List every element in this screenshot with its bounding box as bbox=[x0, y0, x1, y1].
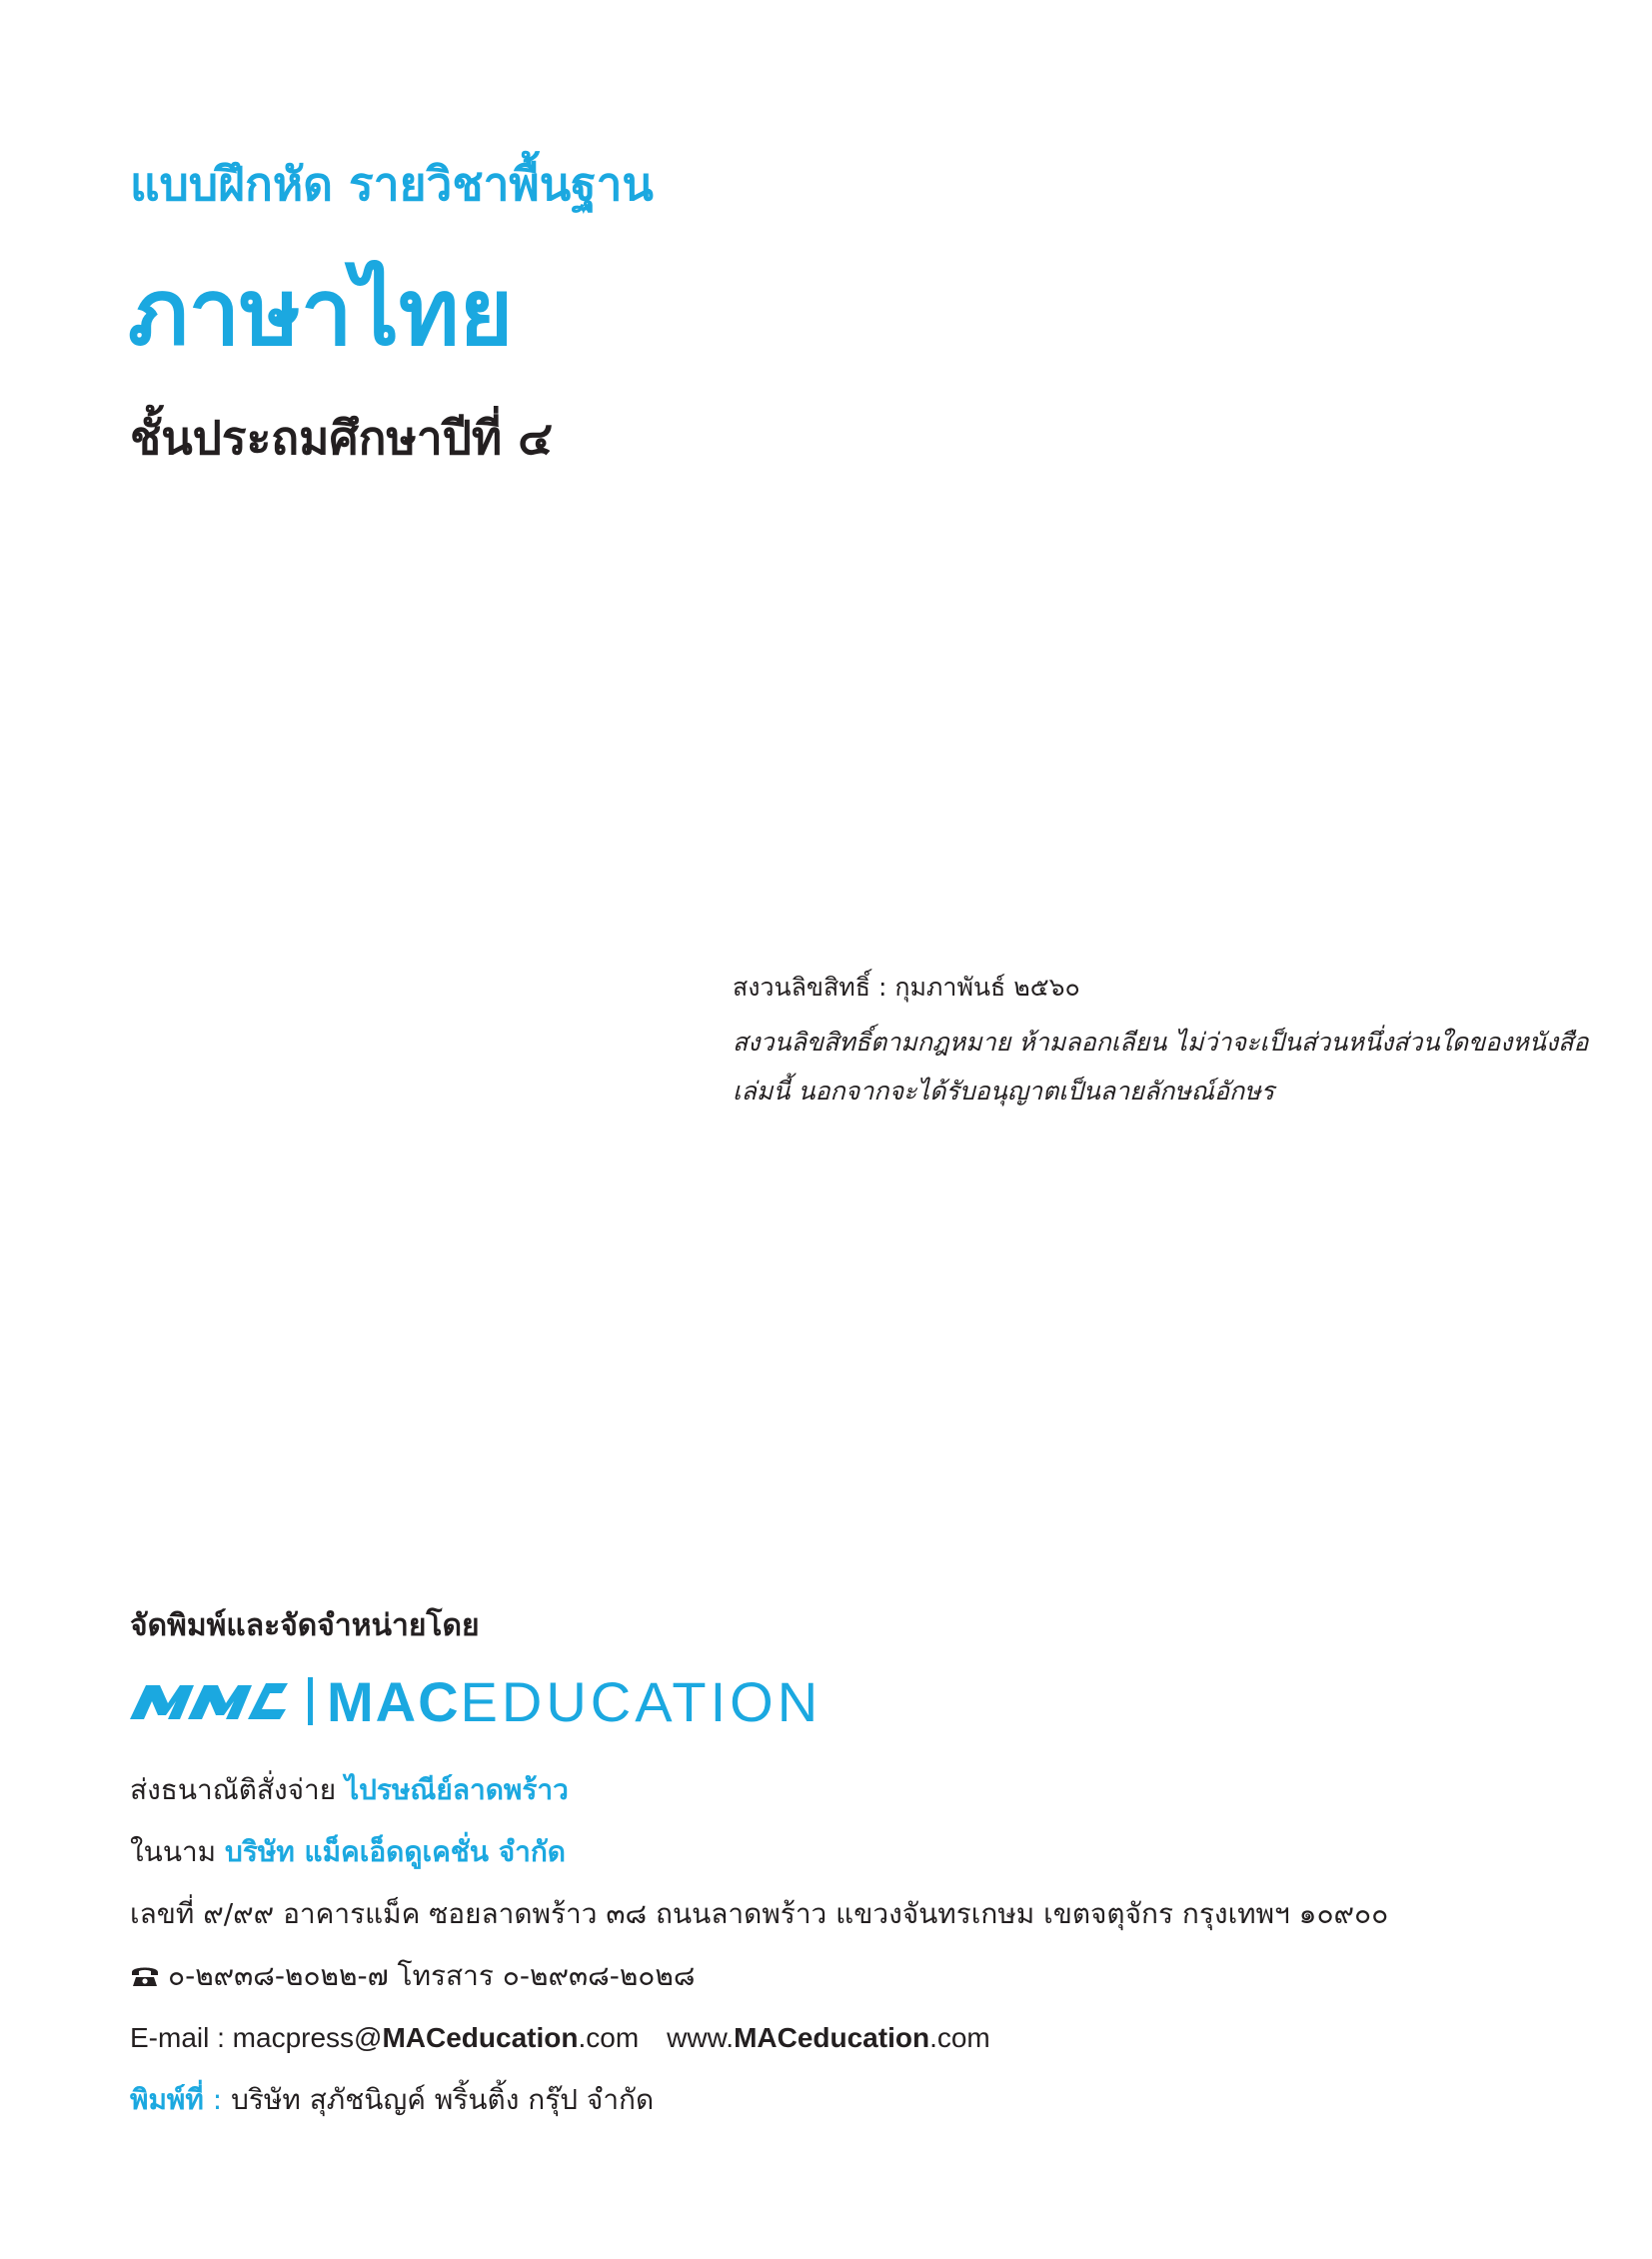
email-address[interactable]: E-mail : macpress@MACeducation.com bbox=[130, 2022, 640, 2053]
mac-education-logo bbox=[128, 1671, 822, 1731]
publisher-info bbox=[130, 1759, 1609, 2131]
subject-title: ภาษาไทย bbox=[128, 259, 514, 366]
copyright-notice-line2: เล่มนี้ นอกจากจะได้รับอนุญาตเป็นลายลักษณ์อักษร bbox=[733, 1077, 1275, 1106]
printer-colon: : bbox=[203, 2083, 232, 2116]
copyright-notice-line1: สงวนลิขสิทธิ์ตามกฎหมาย ห้ามลอกเลียน ไม่ว่าจะเป็นส่วนหนึ่งส่วนใดของหนังสือ bbox=[733, 1028, 1589, 1057]
address-line: เลขที่ ๙/๙๙ อาคารแม็ค ซอยลาดพร้าว ๓๘ ถนนลาดพร้าว แขวงจันทรเกษม เขตจตุจักร กรุงเทพฯ ๑๐๙๐๐ bbox=[130, 1897, 1389, 1930]
copyright-date: สงวนลิขสิทธิ์ : กุมภาพันธ์ ๒๕๖๐ bbox=[733, 973, 1080, 1002]
grade-level: ชั้นประถมศึกษาปีที่ ๔ bbox=[130, 411, 554, 465]
logo-text-mac: MAC bbox=[327, 1669, 461, 1733]
logo-divider bbox=[308, 1677, 313, 1725]
logo-text-education: EDUCATION bbox=[460, 1669, 823, 1733]
phone-line bbox=[130, 1945, 1609, 2007]
website-url[interactable]: www.MACeducation.com bbox=[667, 2022, 990, 2053]
phone-fax-numbers: ๐-๒๙๓๘-๒๐๒๒-๗ โทรสาร ๐-๒๙๓๘-๒๐๒๘ bbox=[168, 1959, 696, 1992]
payee-prefix: ในนาม bbox=[130, 1835, 217, 1868]
copyright-block bbox=[733, 968, 1612, 1116]
contact-web-line bbox=[130, 2007, 1609, 2069]
publisher-heading: จัดพิมพ์และจัดจำหน่ายโดย bbox=[130, 1608, 480, 1643]
telephone-icon bbox=[130, 1964, 160, 1988]
printer-name: บริษัท สุภัชนิญค์ พริ้นติ้ง กรุ๊ป จำกัด bbox=[231, 2083, 655, 2116]
printer-label: พิมพ์ที่ bbox=[130, 2083, 204, 2116]
payee-line bbox=[130, 1821, 1609, 1883]
money-order-prefix: ส่งธนาณัติสั่งจ่าย bbox=[130, 1773, 337, 1806]
payee-name: บริษัท แม็คเอ็ดดูเคชั่น จำกัด bbox=[225, 1835, 566, 1868]
money-order-post-office: ไปรษณีย์ลาดพร้าว bbox=[345, 1773, 569, 1806]
copyright-notice bbox=[733, 1018, 1612, 1116]
mac-logo-mark-icon bbox=[128, 1679, 290, 1723]
money-order-line bbox=[130, 1759, 1609, 1821]
printer-line bbox=[130, 2069, 1609, 2131]
series-title: แบบฝึกหัด รายวิชาพื้นฐาน bbox=[130, 157, 654, 211]
